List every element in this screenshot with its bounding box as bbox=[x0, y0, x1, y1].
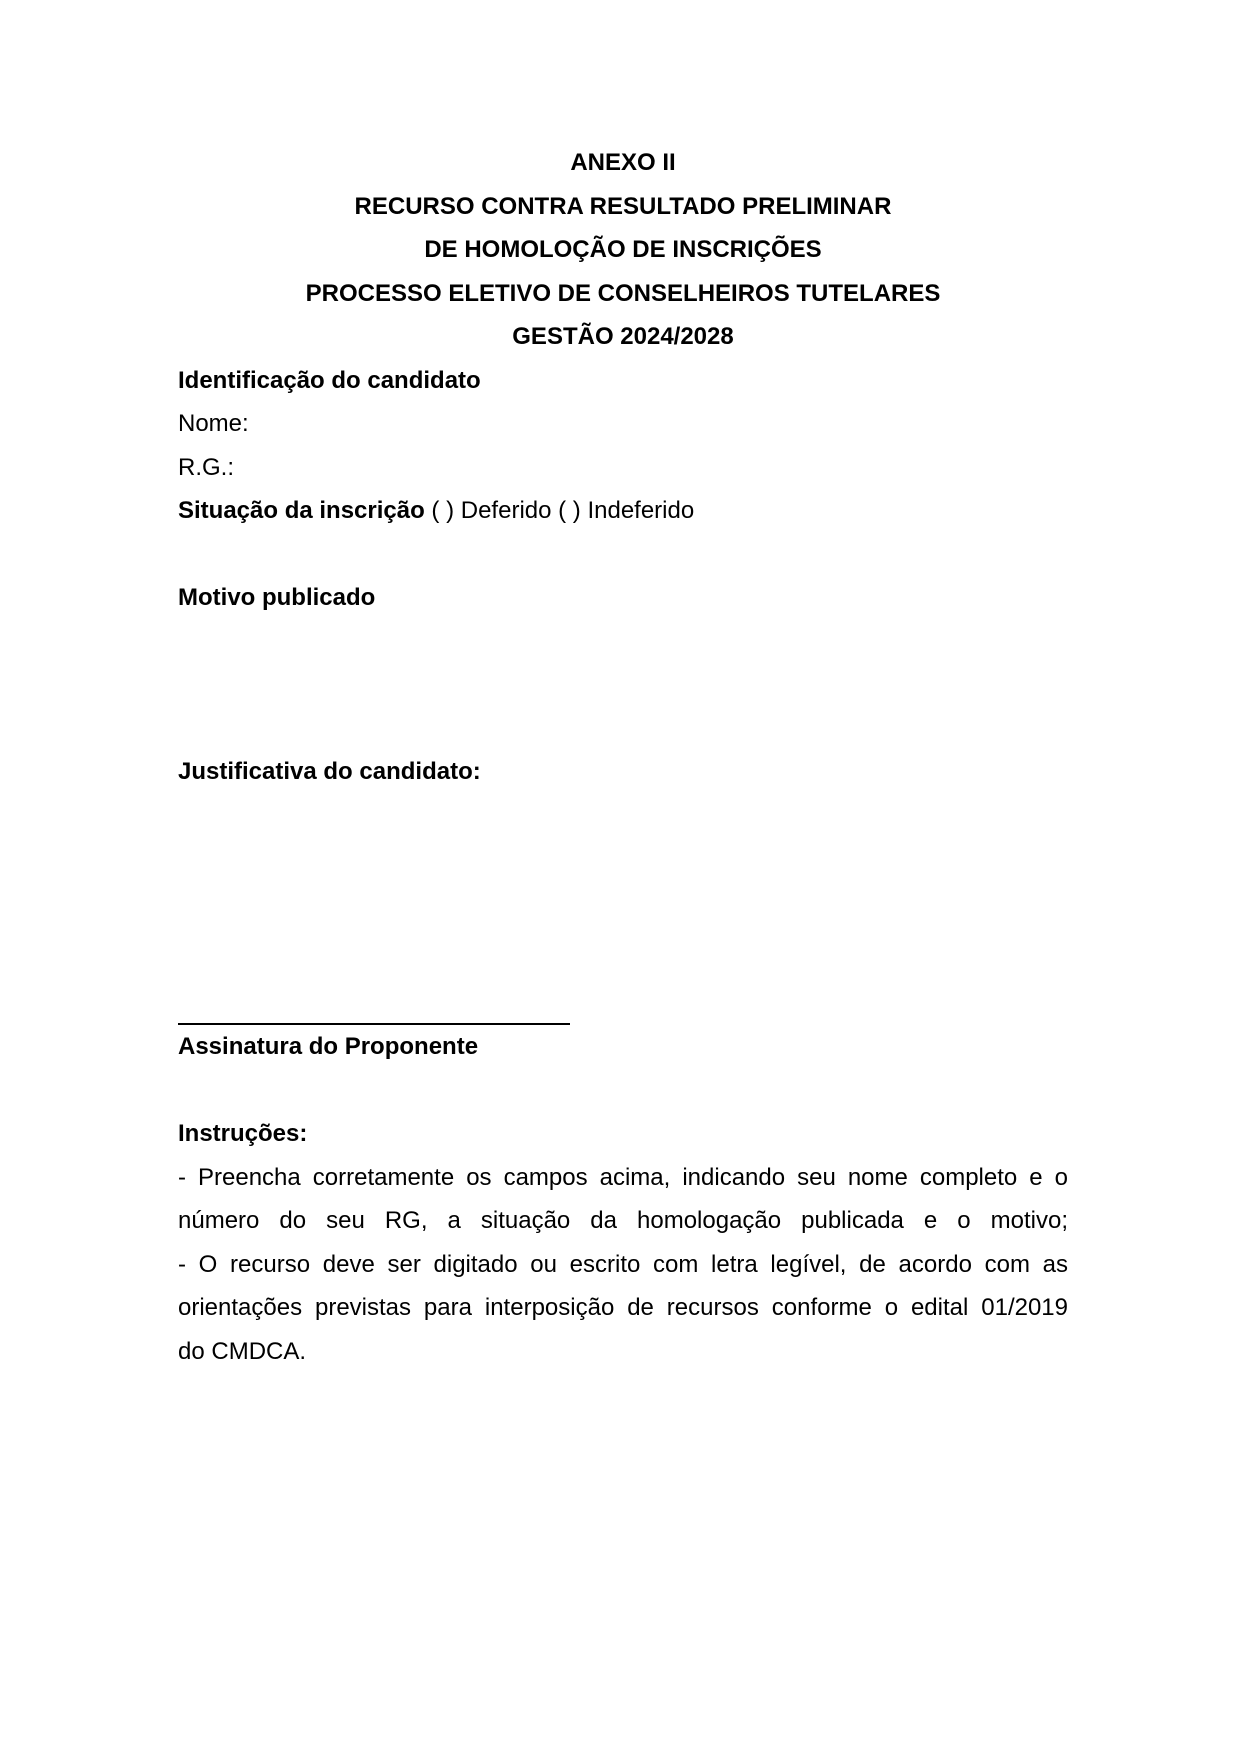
name-field-label: Nome: bbox=[178, 410, 249, 437]
instructions-heading: Instruções: bbox=[178, 1120, 308, 1147]
instruction-line: do CMDCA. bbox=[178, 1337, 307, 1365]
document-page bbox=[178, 141, 1068, 1373]
candidate-justification-heading: Justificativa do candidato: bbox=[178, 757, 481, 785]
justification-blank-area bbox=[178, 793, 1068, 1010]
published-motive-heading: Motivo publicado bbox=[178, 584, 376, 611]
registration-status-label: Situação da inscrição bbox=[178, 497, 425, 524]
instruction-line: - O recurso deve ser digitado ou escrito com letra legível, de acordo com as bbox=[178, 1250, 1068, 1278]
spacer bbox=[178, 1069, 1068, 1113]
instruction-line: - Preencha corretamente os campos acima, indicando seu nome completo e o bbox=[178, 1163, 1068, 1191]
process-title: PROCESSO ELETIVO DE CONSELHEIROS TUTELARES bbox=[305, 279, 941, 307]
instruction-line: orientações previstas para interposição de recursos conforme o edital 01/2019 bbox=[178, 1294, 1068, 1321]
term-title: GESTÃO 2024/2028 bbox=[512, 323, 734, 350]
registration-status-options: ( ) Deferido ( ) Indeferido bbox=[424, 497, 695, 524]
spacer bbox=[178, 533, 1068, 577]
motive-blank-area bbox=[178, 620, 1068, 750]
instruction-line: número do seu RG, a situação da homologação publicada e o motivo; bbox=[178, 1207, 1068, 1234]
document-title: RECURSO CONTRA RESULTADO PRELIMINAR bbox=[354, 192, 892, 220]
document-subtitle: DE HOMOLOÇÃO DE INSCRIÇÕES bbox=[424, 236, 822, 263]
identification-heading: Identificação do candidato bbox=[178, 366, 481, 394]
registration-status bbox=[178, 489, 1068, 533]
rg-field-label: R.G.: bbox=[178, 453, 235, 481]
annex-title: ANEXO II bbox=[570, 149, 676, 176]
signature-label: Assinatura do Proponente bbox=[178, 1033, 479, 1060]
